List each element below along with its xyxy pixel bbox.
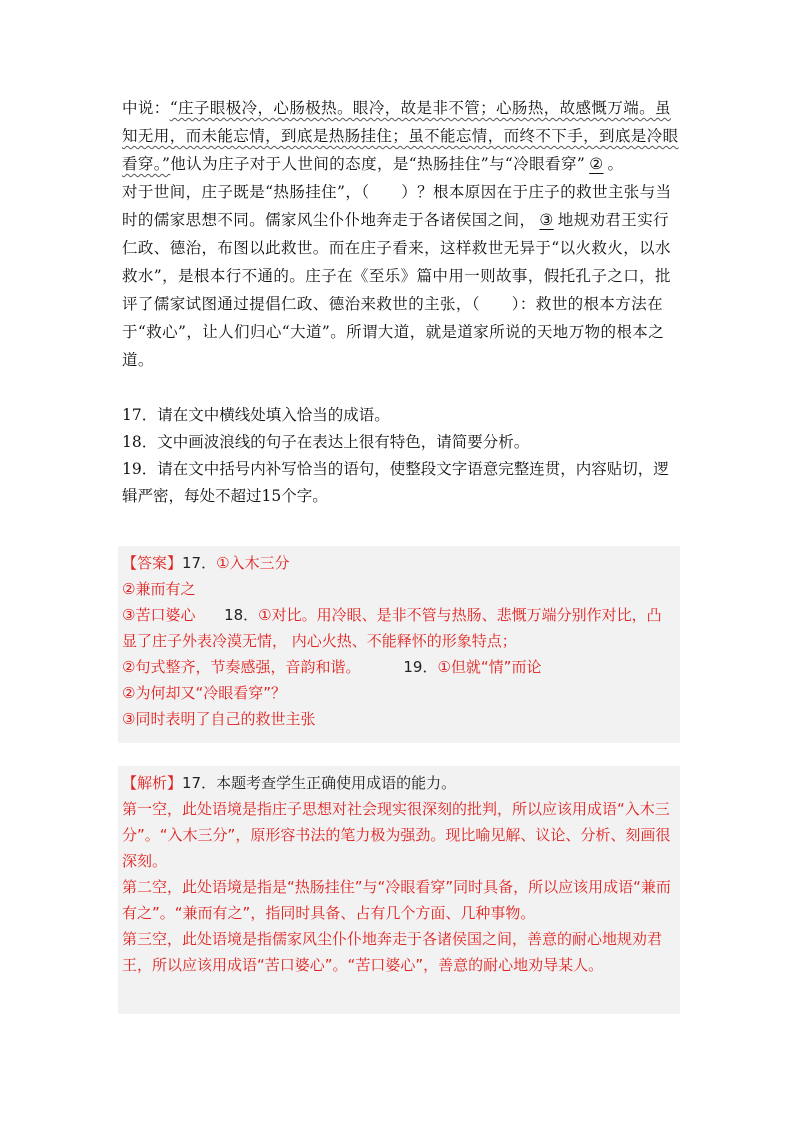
passage-text: 地规劝君王实行仁政、德治，布图以此救世。而在庄子看来，这样救世无异于“以火救火，以水救水”，是根本行不通的。庄子在《至乐》篇中用一则故事，假托孔子之口，批评了儒家试图通过提倡仁政、德治来救世的主张，（ ）：救世的根本方法在于“救心”，让人们归心“大道”。所谓大道，就是道家所说的天地万物的根本之道。 xyxy=(122,211,671,369)
answer-18-number: 18． xyxy=(224,606,259,624)
analysis-paragraph-3: 第三空，此处语境是指儒家风尘仆仆地奔走于各诸侯国之间，善意的耐心地规劝君王，所以应该用成语“苦口婆心”。“苦口婆心”，善意的耐心地劝导某人。 xyxy=(122,930,663,974)
question-19: 19．请在文中括号内补写恰当的语句，使整段文字语意完整连贯，内容贴切，逻辑严密，每处不超过15个字。 xyxy=(122,460,669,505)
answer-box xyxy=(118,546,680,743)
answer-18-2: ②句式整齐，节奏感强，音韵和谐。 xyxy=(122,658,361,676)
passage-text: 他认为庄子对于人世间的态度，是“热肠挂住”与“冷眼看穿” xyxy=(170,155,586,173)
analysis-intro: 17．本题考查学生正确使用成语的能力。 xyxy=(182,774,457,792)
question-list xyxy=(122,402,682,510)
analysis-tag: 【解析】 xyxy=(122,774,183,792)
analysis-paragraph-1: 第一空，此处语境是指庄子思想对社会现实很深刻的批判，所以应该用成语“入木三分”。“入木三分”，原形容书法的笔力极为强劲。现比喻见解、议论、分析、刻画很深刻。 xyxy=(122,800,671,870)
answer-19-2: ②为何却又“冷眼看穿”？ xyxy=(122,684,286,702)
wavy-underlined-sentence: “庄子眼极冷，心肠极热。眼冷，故是非不管；心肠热，故感慨万端。虽知无用，而未能忘情，到底是热肠挂住；虽不能忘情，而终不下手，到底是冷眼看穿。” xyxy=(122,99,679,173)
answer-17-number: 17． xyxy=(182,554,217,572)
passage-paragraph-1 xyxy=(122,94,682,178)
question-17: 17．请在文中横线处填入恰当的成语。 xyxy=(122,406,390,424)
answer-19-1: ①但就“情”而论 xyxy=(437,658,542,676)
blank-2: ② xyxy=(589,155,604,173)
answer-19-number: 19． xyxy=(403,658,438,676)
blank-3: ③ xyxy=(539,211,554,229)
analysis-paragraph-2: 第二空，此处语境是指是“热肠挂住”与“冷眼看穿”同时具备，所以应该用成语“兼而有之”。“兼而有之”，指同时具备、占有几个方面、几种事物。 xyxy=(122,878,671,922)
answer-17-2: ②兼而有之 xyxy=(122,580,196,598)
passage-paragraph-2 xyxy=(122,178,682,374)
answer-18-1: ①对比。用冷眼、是非不管与热肠、悲慨万端分别作对比，凸显了庄子外表冷漠无情， 内心火热、不能释怀的形象特点； xyxy=(122,606,662,650)
answer-19-3: ③同时表明了自己的救世主张 xyxy=(122,710,316,728)
passage-text: 中说： xyxy=(122,99,170,117)
analysis-box xyxy=(118,766,680,1014)
answer-17-3: ③苦口婆心 xyxy=(122,606,196,624)
reading-passage xyxy=(122,94,682,374)
question-18: 18．文中画波浪线的句子在表达上很有特色，请简要分析。 xyxy=(122,433,530,451)
passage-text: 。 xyxy=(607,155,624,173)
passage-text: 对于世间，庄子既是“热肠挂住”，（ ）？根本原因在于庄子的救世主张与当时的儒家思想不同。儒家风尘仆仆地奔走于各诸侯国之间， xyxy=(122,183,672,229)
answer-tag: 【答案】 xyxy=(122,554,183,572)
answer-17-1: ①入木三分 xyxy=(216,554,290,572)
